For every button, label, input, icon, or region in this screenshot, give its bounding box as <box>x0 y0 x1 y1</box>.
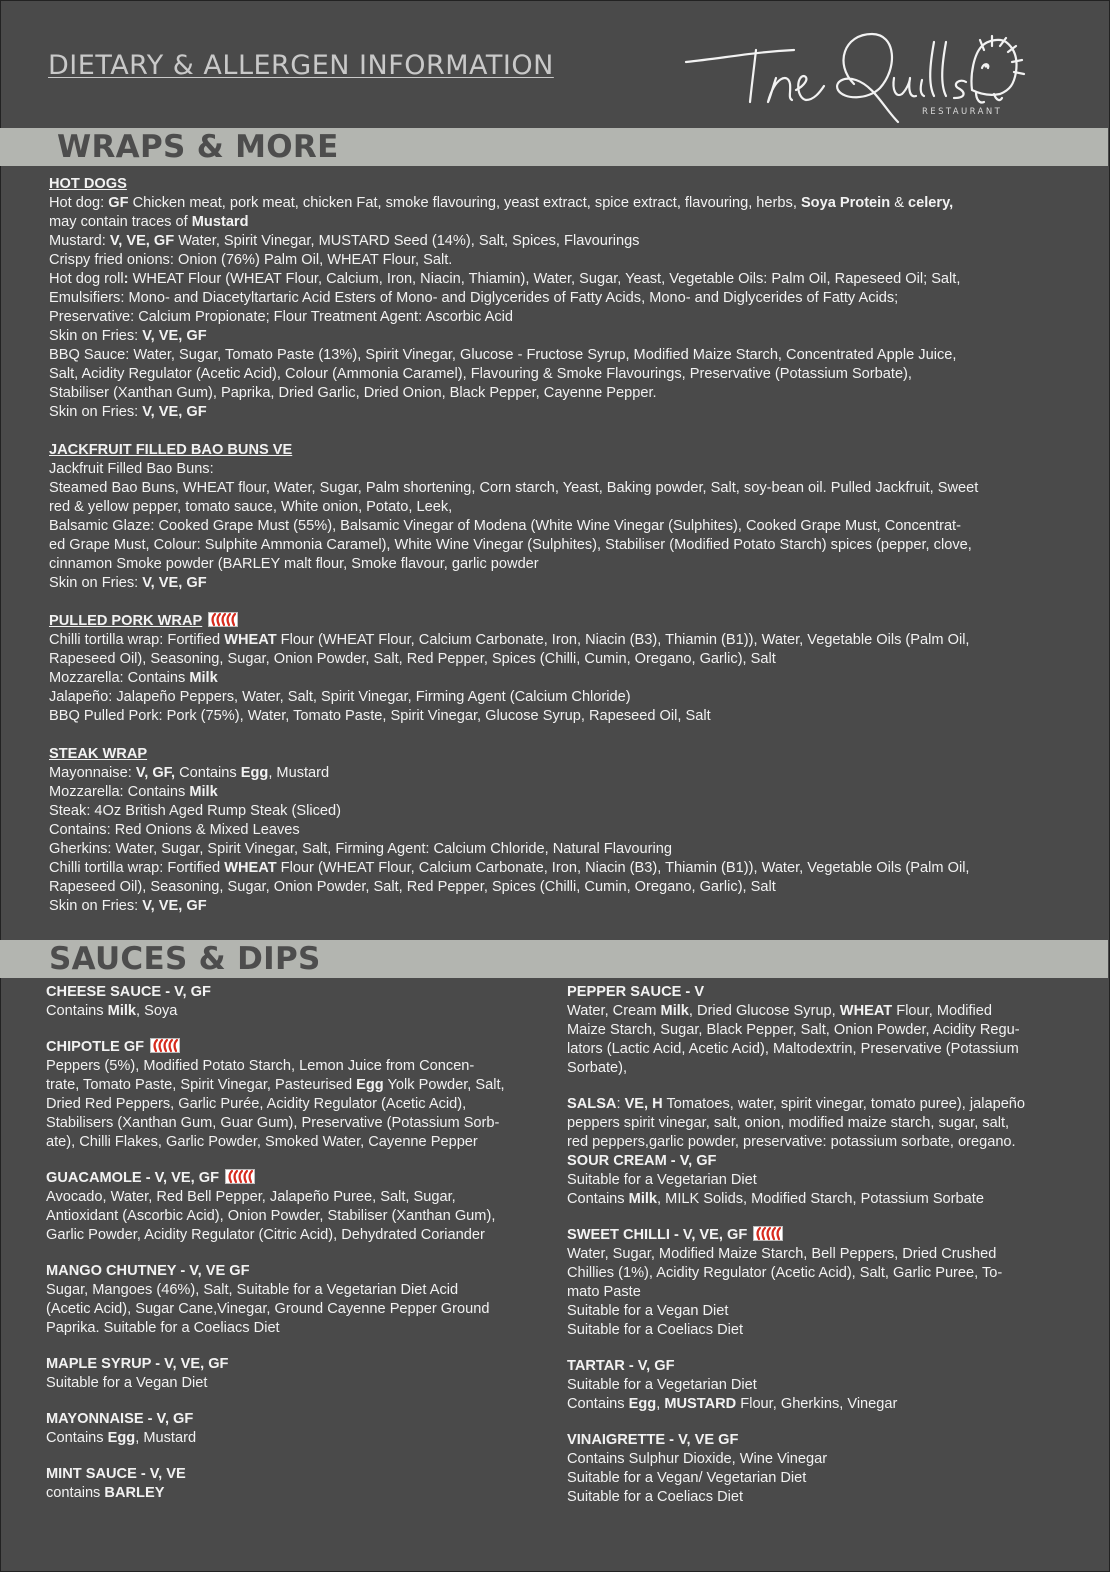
sauce-name: SWEET CHILLI - V, VE, GF <box>567 1227 748 1243</box>
ingredient-text: Suitable for a Coeliacs Diet <box>567 1322 744 1338</box>
ingredient-text: Contains Sulphur Dioxide, Wine Vinegar <box>567 1451 828 1467</box>
ingredient-text: may contain traces of <box>49 214 192 230</box>
ingredient-text: peppers spirit vinegar, salt, onion, modified maize starch, sugar, salt, <box>567 1115 1010 1131</box>
ingredient-line <box>49 878 1059 897</box>
allergen-highlight: WHEAT <box>224 632 277 648</box>
allergen-highlight: Milk <box>189 670 218 686</box>
ingredient-line <box>49 783 1059 802</box>
ingredient-text: BBQ Sauce: Water, Sugar, Tomato Paste (13%), Spirit Vinegar, Glucose - Fructose Syrup, Modified Maize Starch, Concentrated Apple Juice, <box>49 347 957 363</box>
sauce-item <box>567 1152 1067 1209</box>
ingredient-line <box>49 840 1059 859</box>
ingredient-line <box>567 1245 1067 1264</box>
sauce-title <box>46 1465 546 1484</box>
ingredient-text: , Mustard <box>135 1430 197 1446</box>
ingredient-text: Stabilisers (Xanthan Gum, Guar Gum), Preservative (Potassium Sorb- <box>46 1115 500 1131</box>
ingredient-line <box>46 1300 546 1319</box>
ingredient-text: Suitable for a Vegan Diet <box>46 1375 208 1391</box>
ingredient-line <box>49 517 1059 536</box>
ingredient-line <box>567 1321 1067 1340</box>
ingredient-line <box>49 802 1059 821</box>
section-title-wraps: WRAPS & MORE <box>57 129 339 165</box>
sauce-item <box>567 1357 1067 1414</box>
ingredient-text: Paprika. Suitable for a Coeliacs Diet <box>46 1320 280 1336</box>
menu-item-header <box>49 441 1059 460</box>
ingredient-line <box>49 859 1059 878</box>
ingredient-text: Sugar, Mangoes (46%), Salt, Suitable for a Vegetarian Diet Acid <box>46 1282 459 1298</box>
sauce-title <box>46 1038 546 1057</box>
ingredient-line <box>49 536 1059 555</box>
sauce-title <box>567 1226 1067 1245</box>
ingredient-text: Water, Spirit Vinegar, MUSTARD Seed (14%), Salt, Spices, Flavourings <box>174 233 640 249</box>
allergen-highlight: SALSA <box>567 1096 617 1112</box>
ingredient-text: Preservative: Calcium Propionate; Flour Treatment Agent: Ascorbic Acid <box>49 309 513 325</box>
ingredient-line <box>49 384 1059 403</box>
ingredient-text: Yolk Powder, Salt, <box>383 1077 505 1093</box>
allergen-highlight: Egg <box>240 765 269 781</box>
section-band-sauces <box>0 940 1108 978</box>
menu-item <box>49 441 1059 593</box>
ingredient-line <box>46 1281 546 1300</box>
allergen-highlight: V, VE, GF <box>109 233 175 249</box>
ingredient-text: Skin on Fries: <box>49 575 143 591</box>
ingredient-text: Gherkins: Water, Sugar, Spirit Vinegar, Salt, Firming Agent: Calcium Chloride, Natural Flavouring <box>49 841 672 857</box>
ingredient-text: Chicken meat, pork meat, chicken Fat, smoke flavouring, yeast extract, spice extract, flavouring, herbs, <box>128 195 801 211</box>
ingredient-text: Mayonnaise: <box>49 765 136 781</box>
ingredient-text: Jalapeño: Jalapeño Peppers, Water, Salt, Spirit Vinegar, Firming Agent (Calcium Chloride) <box>49 689 631 705</box>
ingredient-text: Avocado, Water, Red Bell Pepper, Jalapeño Puree, Salt, Sugar, <box>46 1189 456 1205</box>
wraps-section <box>49 175 1059 935</box>
sauce-item <box>567 1226 1067 1340</box>
ingredient-text: Emulsifiers: Mono- and Diacetyltartaric Acid Esters of Mono- and Diglycerides of Fatty Acids, Mono- and Diglycerides of Fatty Acids; <box>49 290 899 306</box>
sauce-item <box>46 1169 546 1245</box>
ingredient-text: , MILK Solids, Modified Starch, Potassium Sorbate <box>657 1191 984 1207</box>
ingredient-text: Balsamic Glaze: Cooked Grape Must (55%), Balsamic Vinegar of Modena (White Wine Vinegar (Sulphites), Cooked Grape Must, Concentrat- <box>49 518 961 534</box>
ingredient-text: Garlic Powder, Acidity Regulator (Citric Acid), Dehydrated Coriander <box>46 1227 485 1243</box>
ingredient-line <box>49 460 1059 479</box>
menu-item-title: JACKFRUIT FILLED BAO BUNS VE <box>49 442 293 458</box>
ingredient-text: Suitable for a Vegan/ Vegetarian Diet <box>567 1470 807 1486</box>
ingredient-line <box>49 574 1059 593</box>
section-title-sauces: SAUCES & DIPS <box>49 941 321 977</box>
allergen-highlight: Egg <box>356 1077 384 1093</box>
ingredient-line <box>46 1188 546 1207</box>
ingredient-text: Steak: 4Oz British Aged Rump Steak (Sliced) <box>49 803 342 819</box>
ingredient-line <box>567 1059 1067 1078</box>
restaurant-logo <box>684 28 1029 130</box>
ingredient-text: Mozzarella: Contains <box>49 784 190 800</box>
allergen-highlight: Egg <box>628 1396 657 1412</box>
ingredient-text: Skin on Fries: <box>49 328 143 344</box>
sauce-title <box>46 1410 546 1429</box>
ingredient-text: Contains <box>567 1191 629 1207</box>
sauce-title <box>567 1431 1067 1450</box>
ingredient-text: cinnamon Smoke powder (BARLEY malt flour, Smoke flavour, garlic powder <box>49 556 539 572</box>
allergen-highlight: VE, H <box>624 1096 663 1112</box>
ingredient-text: Mozzarella: Contains <box>49 670 190 686</box>
menu-item-title: PULLED PORK WRAP <box>49 613 203 629</box>
ingredient-text: Dried Red Peppers, Garlic Purée, Acidity Regulator (Acetic Acid), <box>46 1096 467 1112</box>
ingredient-text: Jackfruit Filled Bao Buns: <box>49 461 214 477</box>
ingredient-text: mato Paste <box>567 1284 641 1300</box>
ingredient-text: (Acetic Acid), Sugar Cane,Vinegar, Ground Cayenne Pepper Ground <box>46 1301 490 1317</box>
menu-item-header <box>49 745 1059 764</box>
allergen-highlight: Egg <box>107 1430 136 1446</box>
sauce-name: MANGO CHUTNEY - V, VE GF <box>46 1263 250 1279</box>
ingredient-text: Suitable for a Coeliacs Diet <box>567 1489 744 1505</box>
ingredient-line <box>46 1057 546 1076</box>
ingredient-text: ed Grape Must, Colour: Sulphite Ammonia Caramel), White Wine Vinegar (Sulphites), Stabiliser (Modified Potato Starch) spices (pepper, clove, <box>49 537 972 553</box>
ingredient-line <box>49 232 1059 251</box>
ingredient-line <box>46 1095 546 1114</box>
sauce-item <box>46 1410 546 1448</box>
ingredient-text: , Dried Glucose Syrup, <box>688 1003 840 1019</box>
ingredient-line <box>567 1171 1067 1190</box>
ingredient-text: red & yellow pepper, tomato sauce, White onion, Potato, Leek, <box>49 499 453 515</box>
ingredient-line <box>49 365 1059 384</box>
allergen-highlight: celery, <box>908 195 954 211</box>
ingredient-text: , Mustard <box>268 765 330 781</box>
section-band-wraps <box>0 128 1108 166</box>
ingredient-text: Stabiliser (Xanthan Gum), Paprika, Dried Garlic, Dried Onion, Black Pepper, Cayenne Pepper. <box>49 385 657 401</box>
ingredient-text: Contains <box>46 1430 108 1446</box>
ingredient-text: Water, Sugar, Modified Maize Starch, Bell Peppers, Dried Crushed <box>567 1246 997 1262</box>
allergen-highlight: V, GF, <box>135 765 176 781</box>
ingredient-text: Chilli tortilla wrap: Fortified <box>49 860 225 876</box>
ingredient-line <box>49 403 1059 422</box>
allergen-highlight: V, VE, GF <box>142 898 207 914</box>
ingredient-line <box>49 289 1059 308</box>
allergen-highlight: : <box>123 271 129 287</box>
ingredient-text: Sorbate), <box>567 1060 628 1076</box>
ingredient-line <box>49 707 1059 726</box>
ingredient-line <box>46 1002 546 1021</box>
ingredient-text: Steamed Bao Buns, WHEAT flour, Water, Sugar, Palm shortening, Corn starch, Yeast, Baking powder, Salt, soy-bean oil. Pulled Jackfruit, Sweet <box>49 480 979 496</box>
menu-item-title: STEAK WRAP <box>49 746 148 762</box>
menu-item-title: HOT DOGS <box>49 176 127 192</box>
ingredient-line <box>49 821 1059 840</box>
ingredient-text: Suitable for a Vegetarian Diet <box>567 1377 757 1393</box>
ingredient-line <box>49 555 1059 574</box>
ingredient-line <box>46 1374 546 1393</box>
sauce-title <box>46 983 546 1002</box>
ingredient-text: Chilli tortilla wrap: Fortified <box>49 632 225 648</box>
sauce-name: VINAIGRETTE - V, VE GF <box>567 1432 739 1448</box>
sauce-title <box>567 983 1067 1002</box>
ingredient-line <box>49 650 1059 669</box>
allergen-highlight: WHEAT <box>839 1003 893 1019</box>
ingredient-text: BBQ Pulled Pork: Pork (75%), Water, Tomato Paste, Spirit Vinegar, Glucose Syrup, Rapeseed Oil, Salt <box>49 708 711 724</box>
ingredient-line <box>49 688 1059 707</box>
menu-item-header <box>49 175 1059 194</box>
ingredient-line <box>46 1484 546 1503</box>
allergen-highlight: MUSTARD <box>664 1396 737 1412</box>
ingredient-line <box>567 1190 1067 1209</box>
ingredient-text: & <box>890 195 908 211</box>
ingredient-text: Contains <box>175 765 241 781</box>
ingredient-line <box>46 1133 546 1152</box>
ingredient-line <box>46 1114 546 1133</box>
ingredient-line <box>49 213 1059 232</box>
sauce-item <box>46 1038 546 1152</box>
ingredient-text: red peppers,garlic powder, preservative: potassium sorbate, oregano. <box>567 1134 1016 1150</box>
menu-item <box>49 175 1059 422</box>
page-title: DIETARY & ALLERGEN INFORMATION <box>48 50 554 81</box>
sauce-name: CHEESE SAUCE - V, GF <box>46 984 211 1000</box>
allergen-highlight: V, VE, GF <box>142 328 207 344</box>
allergen-highlight: Mustard <box>191 214 249 230</box>
sauce-name: SOUR CREAM - V, GF <box>567 1153 717 1169</box>
ingredient-line <box>567 1376 1067 1395</box>
allergen-highlight: Soya Protein <box>800 195 891 211</box>
ingredient-text: Crispy fried onions: Onion (76%) Palm Oil, WHEAT Flour, Salt. <box>49 252 453 268</box>
ingredient-line <box>567 1002 1067 1021</box>
ingredient-text: Maize Starch, Sugar, Black Pepper, Salt, Onion Powder, Acidity Regu- <box>567 1022 1020 1038</box>
ingredient-line <box>46 1226 546 1245</box>
ingredient-line <box>46 1076 546 1095</box>
ingredient-line <box>567 1450 1067 1469</box>
sauce-name: TARTAR - V, GF <box>567 1358 675 1374</box>
ingredient-text: lators (Lactic Acid, Acetic Acid), Maltodextrin, Preservative (Potassium <box>567 1041 1019 1057</box>
ingredient-text: Flour, Gherkins, Vinegar <box>736 1396 898 1412</box>
ingredient-text: Mustard: <box>49 233 110 249</box>
sauce-item <box>567 983 1067 1078</box>
ingredient-line <box>49 669 1059 688</box>
sauce-title <box>46 1262 546 1281</box>
ingredient-text: Tomatoes, water, spirit vinegar, tomato puree), jalapeño <box>662 1096 1026 1112</box>
menu-item <box>49 745 1059 916</box>
ingredient-line <box>567 1021 1067 1040</box>
sauce-name: MAYONNAISE - V, GF <box>46 1411 194 1427</box>
ingredient-line <box>49 308 1059 327</box>
ingredient-line <box>49 897 1059 916</box>
ingredient-line <box>49 194 1059 213</box>
sauce-title <box>46 1169 546 1188</box>
ingredient-text: Hot dog roll <box>49 271 124 287</box>
ingredient-text: Contains <box>46 1003 108 1019</box>
ingredient-text: Contains <box>567 1396 629 1412</box>
chili-spice-icon <box>753 1226 783 1241</box>
ingredient-text: Rapeseed Oil), Seasoning, Sugar, Onion Powder, Salt, Red Pepper, Spices (Chilli, Cumin, Oregano, Garlic), Salt <box>49 651 776 667</box>
sauce-title <box>46 1355 546 1374</box>
ingredient-line <box>46 1319 546 1338</box>
ingredient-text: , <box>656 1396 665 1412</box>
ingredient-line <box>567 1264 1067 1283</box>
sauce-name: GUACAMOLE - V, VE, GF <box>46 1170 219 1186</box>
ingredient-text: Flour (WHEAT Flour, Calcium Carbonate, Iron, Niacin (B3), Thiamin (B1)), Water, Vegetable Oils (Palm Oil, <box>276 860 970 876</box>
ingredient-line <box>567 1302 1067 1321</box>
allergen-highlight: V, VE, GF <box>142 404 207 420</box>
ingredient-text: Antioxidant (Ascorbic Acid), Onion Powder, Stabiliser (Xanthan Gum), <box>46 1208 496 1224</box>
ingredient-text: Hot dog: <box>49 195 109 211</box>
ingredient-text: contains <box>46 1485 105 1501</box>
ingredient-text: Contains: Red Onions & Mixed Leaves <box>49 822 300 838</box>
ingredient-text: , Soya <box>136 1003 178 1019</box>
allergen-highlight: V, VE, GF <box>142 575 207 591</box>
sauce-name: MINT SAUCE - V, VE <box>46 1466 186 1482</box>
ingredient-line <box>49 327 1059 346</box>
ingredient-text: Salt, Acidity Regulator (Acetic Acid), Colour (Ammonia Caramel), Flavouring & Smoke Flavourings, Preservative (Potassium Sorbate), <box>49 366 912 382</box>
ingredient-text: Suitable for a Vegan Diet <box>567 1303 729 1319</box>
ingredient-text: Peppers (5%), Modified Potato Starch, Lemon Juice from Concen- <box>46 1058 475 1074</box>
sauces-right-column <box>567 983 1067 1524</box>
ingredient-line <box>49 631 1059 650</box>
sauce-item <box>46 983 546 1021</box>
ingredient-text: Chillies (1%), Acidity Regulator (Acetic Acid), Salt, Garlic Puree, To- <box>567 1265 1003 1281</box>
ingredient-line <box>567 1114 1067 1133</box>
sauce-item <box>46 1355 546 1393</box>
ingredient-line <box>567 1040 1067 1059</box>
ingredient-text: Skin on Fries: <box>49 404 143 420</box>
sauce-name: CHIPOTLE GF <box>46 1039 145 1055</box>
ingredient-text: Rapeseed Oil), Seasoning, Sugar, Onion Powder, Salt, Red Pepper, Spices (Chilli, Cumin, Oregano, Garlic), Salt <box>49 879 776 895</box>
menu-item-header <box>49 612 1059 631</box>
chili-spice-icon <box>208 612 238 627</box>
ingredient-line <box>49 346 1059 365</box>
ingredient-line <box>567 1283 1067 1302</box>
sauce-item <box>46 1465 546 1503</box>
ingredient-text: trate, Tomato Paste, Spirit Vinegar, Pasteurised <box>46 1077 357 1093</box>
sauce-title <box>567 1152 1067 1171</box>
ingredient-line <box>567 1395 1067 1414</box>
allergen-highlight: Milk <box>660 1003 689 1019</box>
chili-spice-icon <box>225 1169 255 1184</box>
sauce-item <box>567 1095 1067 1152</box>
allergen-highlight: Milk <box>628 1191 658 1207</box>
ingredient-line <box>46 1429 546 1448</box>
ingredient-line <box>49 498 1059 517</box>
ingredient-line <box>46 1207 546 1226</box>
allergen-highlight: GF <box>108 195 129 211</box>
ingredient-line <box>567 1488 1067 1507</box>
allergen-highlight: Milk <box>107 1003 137 1019</box>
sauce-item <box>567 1431 1067 1507</box>
ingredient-line <box>49 479 1059 498</box>
allergen-highlight: WHEAT <box>224 860 277 876</box>
ingredient-text: WHEAT Flour (WHEAT Flour, Calcium, Iron, Niacin, Thiamin), Water, Sugar, Yeast, Vegetable Oils: Palm Oil, Rapeseed Oil; Salt, <box>128 271 961 287</box>
allergen-highlight: BARLEY <box>104 1485 165 1501</box>
sauce-title <box>567 1357 1067 1376</box>
ingredient-line <box>49 764 1059 783</box>
ingredient-line <box>49 270 1059 289</box>
sauce-item <box>46 1262 546 1338</box>
ingredient-line <box>567 1133 1067 1152</box>
menu-item <box>49 612 1059 726</box>
ingredient-text: Water, Cream <box>567 1003 661 1019</box>
chili-spice-icon <box>150 1038 180 1053</box>
ingredient-text: Flour, Modified <box>892 1003 992 1019</box>
sauce-name: PEPPER SAUCE - V <box>567 984 705 1000</box>
ingredient-text: : <box>616 1096 625 1112</box>
sauces-left-column <box>46 983 546 1520</box>
ingredient-text: ate), Chilli Flakes, Garlic Powder, Smoked Water, Cayenne Pepper <box>46 1134 478 1150</box>
allergen-highlight: Milk <box>189 784 218 800</box>
ingredient-text: Flour (WHEAT Flour, Calcium Carbonate, Iron, Niacin (B3), Thiamin (B1)), Water, Vegetable Oils (Palm Oil, <box>276 632 970 648</box>
ingredient-text: Suitable for a Vegetarian Diet <box>567 1172 757 1188</box>
ingredient-line <box>567 1095 1067 1114</box>
ingredient-line <box>567 1469 1067 1488</box>
ingredient-text: Skin on Fries: <box>49 898 143 914</box>
sauce-name: MAPLE SYRUP - V, VE, GF <box>46 1356 229 1372</box>
logo-subtitle: RESTAURANT <box>922 107 1003 117</box>
ingredient-line <box>49 251 1059 270</box>
